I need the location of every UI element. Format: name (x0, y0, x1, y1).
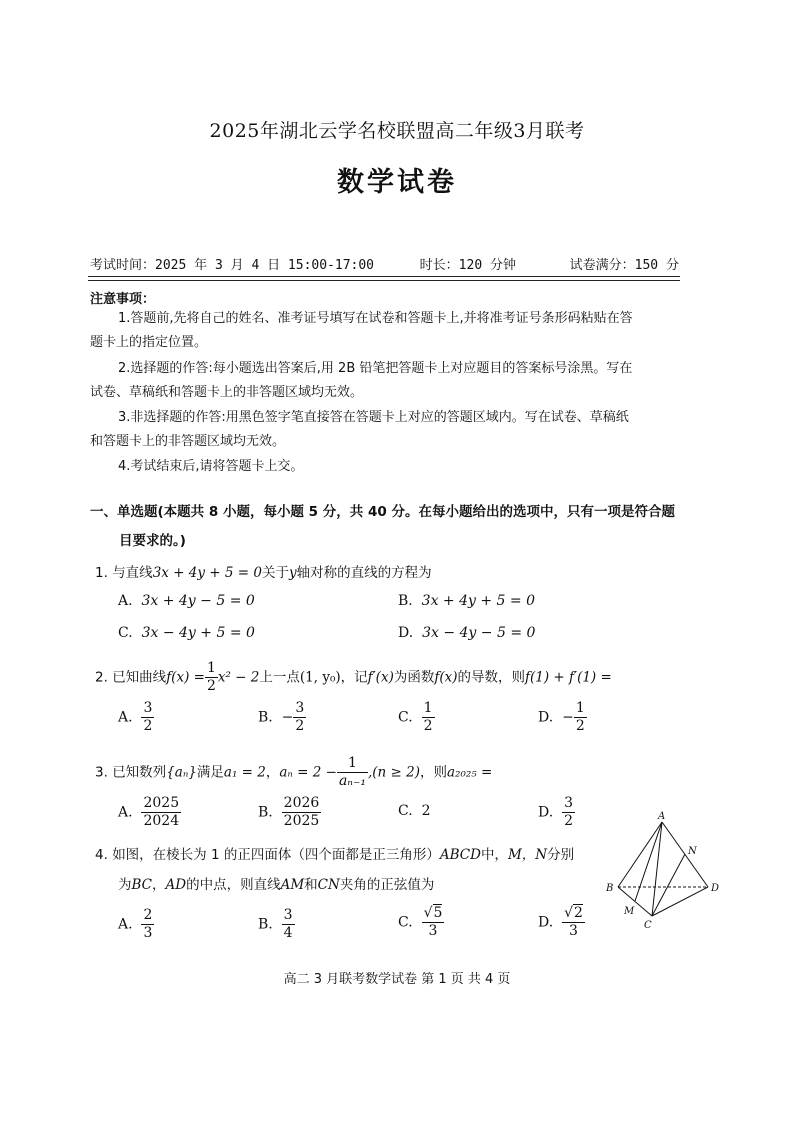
stem-text: 与直线 (112, 565, 153, 581)
question-number: 4. (95, 847, 108, 863)
note-line: 和答题卡上的非答题区域均无效。 (90, 434, 286, 449)
fraction-numerator: 1 (206, 660, 216, 676)
math-expr: a₁ = 2 (223, 764, 266, 781)
fraction (141, 700, 154, 735)
fraction-numerator: 1 (575, 700, 585, 716)
option-a (118, 593, 255, 609)
math-expr: f′(x) (367, 669, 394, 686)
option-text: 3x + 4y − 5 = 0 (141, 593, 255, 609)
stem-text: 上一点 (259, 669, 300, 686)
math-expr: a₂₀₂₅ = (447, 764, 493, 781)
fraction (422, 700, 435, 735)
fraction-denominator: 2 (564, 813, 574, 829)
fraction (141, 795, 181, 830)
vertex-label-b: B (606, 883, 614, 894)
question-4-stem-line2 (118, 873, 434, 893)
option-b (398, 593, 535, 609)
fraction (141, 907, 154, 942)
option-a (118, 795, 181, 830)
option-b (258, 907, 295, 942)
option-c (398, 700, 435, 735)
fraction-numerator: 3 (564, 795, 574, 811)
header-rule-2 (88, 280, 680, 281)
fraction-denominator: 2 (206, 678, 216, 694)
note-line: 题卡上的指定位置。 (90, 335, 208, 350)
option-c (398, 905, 444, 940)
question-number: 1. (95, 565, 108, 581)
option-label: B. (258, 804, 273, 821)
note-line: 1.答题前,先将自己的姓名、准考证号填写在试卷和答题卡上,并将准考证号条形码粘贴在答 (118, 311, 633, 326)
math-var: M，N (507, 847, 548, 863)
minus-sign: − (281, 709, 294, 726)
fraction-denominator: 2024 (143, 813, 180, 829)
note-line: 3.非选择题的作答:用黑色签字笔直接答在答题卡上对应的答题区域内。写在试卷、草稿纸 (118, 410, 629, 425)
option-d (538, 795, 575, 830)
fraction-numerator: 1 (337, 755, 368, 773)
option-text: 3x − 4y + 5 = 0 (141, 625, 255, 641)
radicand: 2 (574, 905, 583, 921)
option-label: D. (538, 709, 554, 726)
page-footer: 高二 3 月联考数学试卷 第 1 页 共 4 页 (283, 972, 511, 987)
question-2-stem (95, 660, 612, 695)
stem-text: 轴对称的直线的方程为 (296, 565, 432, 581)
fraction (337, 755, 368, 790)
segment-cn (652, 854, 685, 916)
point-label-n: N (688, 846, 697, 857)
stem-text: 的中点，则直线 (186, 877, 281, 893)
option-label: C. (118, 625, 133, 641)
math-expr: x² − 2 (217, 669, 260, 686)
question-number: 2. (95, 669, 108, 686)
fraction-denominator: 2 (423, 718, 433, 734)
stem-text: ，记 (340, 669, 368, 686)
fraction (282, 795, 322, 830)
math-expr: f(1) + f′(1) = (525, 669, 612, 686)
option-c (118, 625, 255, 641)
math-var: ABCD (439, 847, 481, 863)
option-d (538, 700, 587, 735)
header-rule-1 (88, 276, 680, 277)
option-label: B. (398, 593, 413, 609)
fraction (282, 907, 295, 942)
fraction-denominator: 3 (143, 925, 153, 941)
option-label: D. (538, 914, 554, 931)
tetrahedron-figure (600, 810, 730, 935)
option-d (538, 905, 585, 940)
math-var: y (288, 565, 297, 581)
option-label: D. (398, 625, 414, 641)
question-1-stem (95, 561, 432, 581)
full-score: 试卷满分：150 分 (569, 258, 679, 273)
option-label: C. (398, 803, 413, 819)
question-3-stem (95, 755, 492, 790)
option-text: 3x + 4y + 5 = 0 (421, 593, 535, 609)
stem-text: ， (265, 764, 280, 781)
math-var: AD (165, 877, 187, 893)
option-label: B. (258, 709, 273, 726)
note-line: 2.选择题的作答:每小题选出答案后,用 2B 铅笔把答题卡上对应题目的答案标号涂黑。写在 (118, 361, 633, 376)
vertex-label-d: D (711, 883, 720, 894)
math-expr: f(x) = (166, 669, 205, 686)
exam-duration: 时长：120 分钟 (419, 258, 516, 273)
note-line: 4.考试结束后,请将答题卡上交。 (118, 459, 304, 474)
fraction (205, 660, 218, 695)
option-label: B. (258, 916, 273, 933)
option-label: A. (118, 916, 133, 933)
option-label: A. (118, 804, 133, 821)
stem-text: 夹角的正弦值为 (339, 877, 435, 893)
math-expr: ,(n ≥ 2) (367, 764, 420, 781)
fraction-denominator: aₙ₋₁ (338, 773, 366, 789)
stem-text: 已知数列 (112, 764, 167, 781)
fraction (562, 795, 575, 830)
question-4-stem-line1 (95, 843, 574, 863)
math-expr: (1, y₀) (299, 669, 341, 686)
fraction-numerator: 3 (143, 700, 153, 716)
fraction-numerator: √2 (564, 905, 583, 921)
exam-time: 考试时间：2025 年 3 月 4 日 15:00-17:00 (90, 258, 375, 273)
math-expr: aₙ = 2 − (279, 764, 337, 781)
stem-text: 为 (118, 877, 132, 893)
math-expr: {aₙ} (166, 764, 197, 781)
edge-cd (652, 887, 708, 916)
vertex-label-a: A (658, 811, 666, 822)
option-label: A. (118, 709, 133, 726)
stem-text: ， (152, 877, 166, 893)
stem-text: 分别 (547, 847, 575, 863)
fraction-denominator: 2 (143, 718, 153, 734)
stem-text: 和 (304, 877, 318, 893)
option-a (118, 907, 154, 942)
fraction (562, 905, 585, 940)
fraction-numerator: 1 (423, 700, 433, 716)
option-text: 3x − 4y − 5 = 0 (422, 625, 536, 641)
section-heading-cont: 目要求的。) (119, 533, 186, 549)
option-d (398, 625, 535, 641)
note-line: 试卷、草稿纸和答题卡上的非答题区域均无效。 (90, 385, 364, 400)
fraction-denominator: 2 (295, 718, 305, 734)
notes-heading: 注意事项： (90, 292, 156, 307)
radicand: 5 (433, 905, 443, 921)
stem-text: 已知曲线 (112, 669, 167, 686)
fraction-denominator: 2025 (283, 813, 320, 829)
fraction-numerator: 2025 (143, 795, 180, 811)
fraction (574, 700, 587, 735)
fraction-numerator: √5 (423, 905, 443, 921)
math-expr: 3x + 4y + 5 = 0 (152, 565, 262, 581)
fraction-denominator: 2 (575, 718, 585, 734)
stem-text: 满足 (196, 764, 224, 781)
math-expr: f(x) (434, 669, 458, 686)
option-label: C. (398, 914, 413, 931)
option-label: C. (398, 709, 413, 726)
stem-text: 为函数 (393, 669, 435, 686)
fraction-denominator: 4 (283, 925, 293, 941)
option-b (258, 700, 306, 735)
minus-sign: − (562, 709, 574, 726)
stem-text: ，则 (420, 764, 447, 781)
option-b (258, 795, 321, 830)
math-var: BC (131, 877, 153, 893)
vertex-label-c: C (644, 920, 652, 931)
math-var: AM (280, 877, 305, 893)
fraction-numerator: 3 (295, 700, 305, 716)
edge-ab (618, 822, 662, 887)
stem-text: 如图，在棱长为 1 的正四面体（四个面都是正三角形） (112, 847, 440, 863)
section-heading: 一、单选题(本题共 8 小题，每小题 5 分，共 40 分。在每小题给出的选项中，只有一项是符合题 (90, 504, 675, 520)
fraction-numerator: 3 (283, 907, 293, 923)
question-number: 3. (95, 764, 108, 781)
option-text: 2 (421, 803, 431, 819)
fraction (293, 700, 306, 735)
option-label: A. (118, 593, 133, 609)
fraction (422, 905, 445, 940)
exam-title: 2025年湖北云学名校联盟高二年级3月联考 (209, 120, 585, 142)
point-label-m: M (624, 906, 635, 917)
paper-subject: 数学试卷 (337, 167, 457, 198)
stem-text: 中， (480, 847, 508, 863)
fraction-numerator: 2026 (283, 795, 320, 811)
fraction-denominator: 3 (428, 923, 438, 939)
exam-info-bar (90, 254, 679, 273)
math-var: CN (317, 877, 340, 893)
stem-text: 关于 (261, 565, 289, 581)
option-label: D. (538, 804, 554, 821)
fraction-numerator: 2 (143, 907, 153, 923)
option-a (118, 700, 154, 735)
stem-text: 的导数，则 (457, 669, 525, 686)
fraction-denominator: 3 (569, 923, 578, 939)
option-c (398, 803, 431, 819)
